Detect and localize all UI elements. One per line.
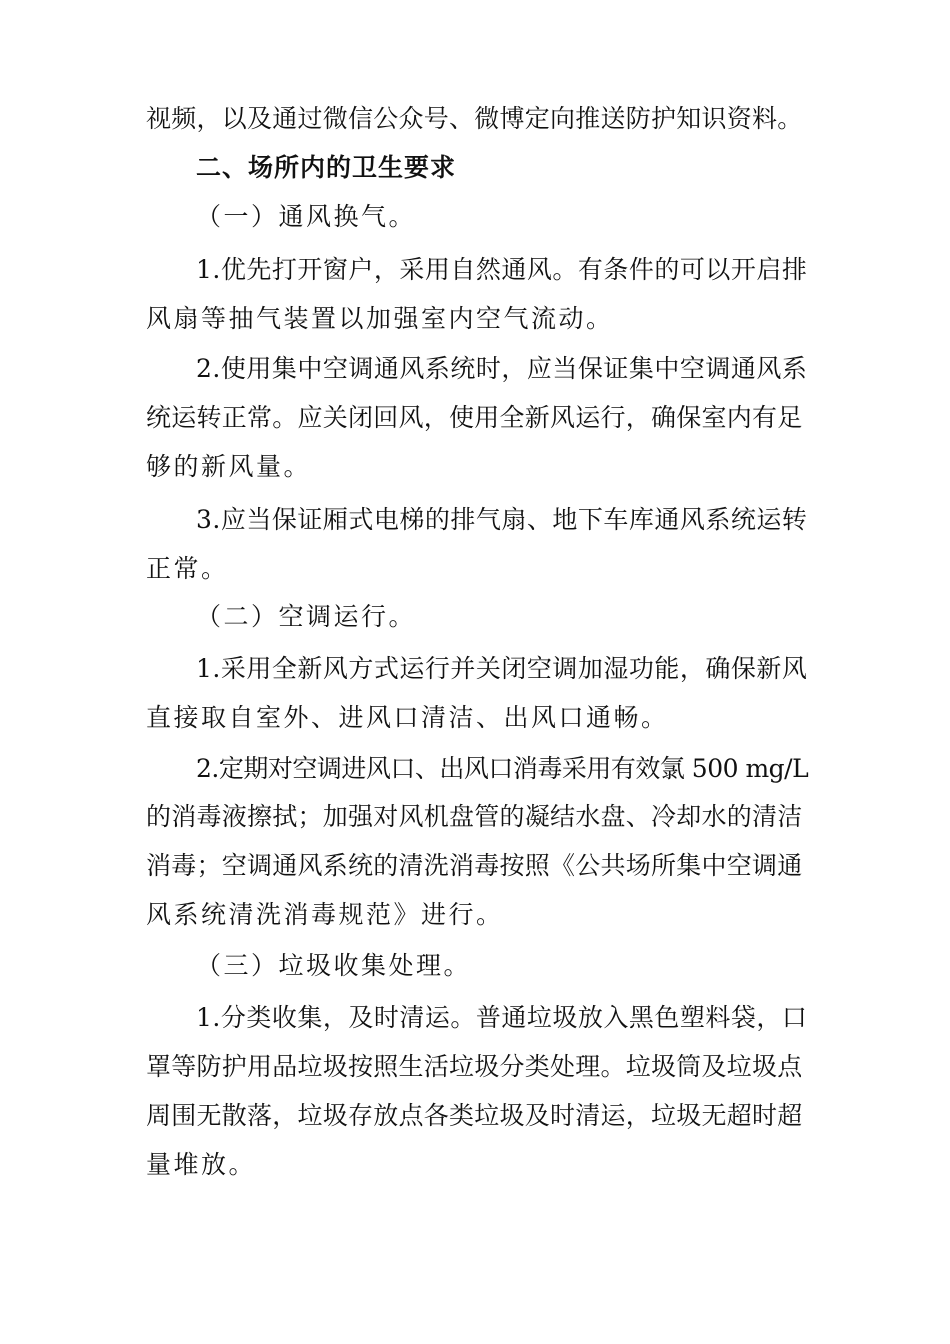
paragraph-line: 消毒；空调通风系统的清洗消毒按照《公共场所集中空调通 (146, 851, 803, 880)
paragraph-line: 直接取自室外、进风口清洁、出风口通畅。 (146, 703, 669, 732)
paragraph-line: 1.采用全新风方式运行并关闭空调加湿功能，确保新风 (196, 654, 808, 683)
subsection-heading: （一）通风换气。 (196, 202, 417, 231)
paragraph-line: 量堆放。 (146, 1150, 257, 1179)
paragraph-line: 视频，以及通过微信公众号、微博定向推送防护知识资料。 (146, 104, 803, 133)
paragraph-line: 3.应当保证厢式电梯的排气扇、地下车库通风系统运转 (196, 505, 808, 534)
paragraph-line: 罩等防护用品垃圾按照生活垃圾分类处理。垃圾筒及垃圾点 (146, 1052, 803, 1081)
paragraph-line: 周围无散落，垃圾存放点各类垃圾及时清运，垃圾无超时超 (146, 1101, 803, 1130)
paragraph-line: 风扇等抽气装置以加强室内空气流动。 (146, 304, 614, 333)
paragraph-line: 的消毒液擦拭；加强对风机盘管的凝结水盘、冷却水的清洁 (146, 802, 803, 831)
subsection-heading: （三）垃圾收集处理。 (196, 951, 472, 980)
paragraph-line: 1.优先打开窗户，采用自然通风。有条件的可以开启排 (196, 255, 808, 284)
section-heading: 二、场所内的卫生要求 (196, 153, 457, 182)
paragraph-line: 够的新风量。 (146, 452, 312, 481)
paragraph-line: 2.定期对空调进风口、出风口消毒采用有效氯 500 mg/L (196, 754, 809, 783)
paragraph-line: 正常。 (146, 554, 229, 583)
paragraph-line: 统运转正常。应关闭回风，使用全新风运行，确保室内有足 (146, 403, 803, 432)
paragraph-line: 风系统清洗消毒规范》进行。 (146, 900, 504, 929)
paragraph-line: 1.分类收集，及时清运。普通垃圾放入黑色塑料袋，口 (196, 1003, 808, 1032)
paragraph-line: 2.使用集中空调通风系统时，应当保证集中空调通风系 (196, 354, 808, 383)
subsection-heading: （二）空调运行。 (196, 602, 417, 631)
